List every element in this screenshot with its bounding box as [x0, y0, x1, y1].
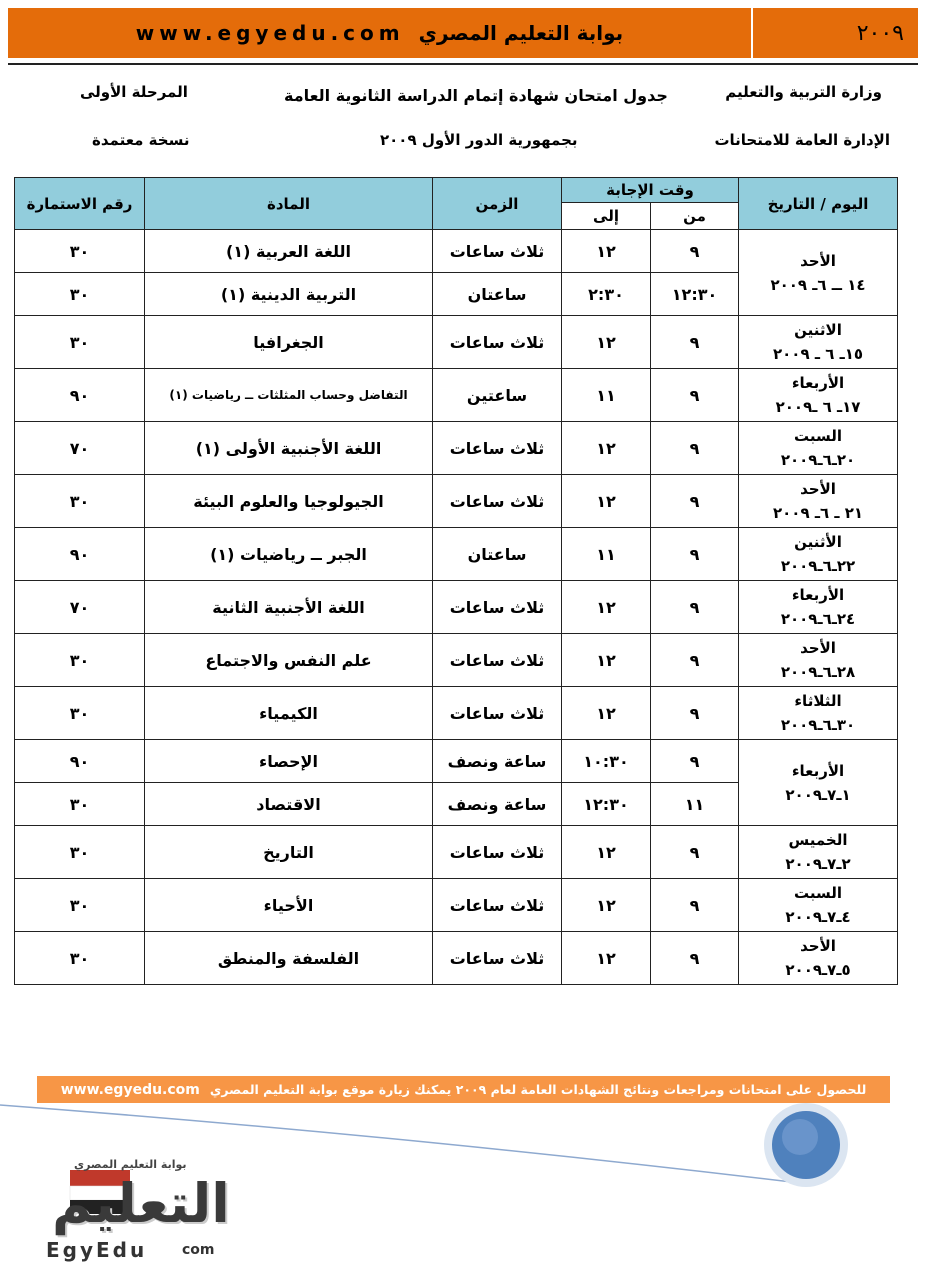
header-to: إلى	[562, 203, 651, 230]
day-date-cell	[739, 932, 898, 985]
form-cell: ٣٠	[15, 932, 145, 985]
header-duration: الزمن	[433, 178, 562, 230]
day-name: الأحد	[800, 480, 836, 498]
to-cell: ٢:٣٠	[562, 273, 651, 316]
day-date: ١٥ـ ٦ ـ ٢٠٠٩	[773, 345, 864, 363]
logo-arabic-wordmark: التعليم	[52, 1172, 230, 1235]
day-date: ٢ـ٧ـ٢٠٠٩	[785, 855, 851, 873]
top-banner	[8, 8, 918, 58]
form-cell: ٣٠	[15, 826, 145, 879]
duration-cell: ثلاث ساعات	[433, 879, 562, 932]
day-name: الاثنين	[794, 321, 842, 339]
form-cell: ٣٠	[15, 634, 145, 687]
day-date-cell	[739, 634, 898, 687]
subject-cell: الجغرافيا	[145, 316, 433, 369]
table-row	[15, 316, 898, 369]
day-date-cell	[739, 316, 898, 369]
table-row	[15, 581, 898, 634]
day-date: ٢٤ـ٦ـ٢٠٠٩	[780, 610, 856, 628]
from-cell: ٩	[651, 634, 739, 687]
day-name: الأحد	[800, 251, 836, 270]
day-date-cell	[739, 528, 898, 581]
subject-cell: التاريخ	[145, 826, 433, 879]
from-cell: ٩	[651, 879, 739, 932]
subject-cell: الجبر ــ رياضيات (١)	[145, 528, 433, 581]
exam-title: جدول امتحان شهادة إتمام الدراسة الثانوية العامة	[284, 86, 668, 105]
from-cell: ٩	[651, 316, 739, 369]
duration-cell: ساعة ونصف	[433, 740, 562, 783]
year-label: ٢٠٠٩	[753, 8, 918, 58]
logo-com-suffix: com	[182, 1242, 215, 1258]
site-domain[interactable]: www.egyedu.com	[135, 21, 405, 45]
table-row	[15, 369, 898, 422]
duration-cell: ثلاث ساعات	[433, 581, 562, 634]
from-cell: ٩	[651, 369, 739, 422]
table-row	[15, 740, 898, 783]
duration-cell: ثلاث ساعات	[433, 475, 562, 528]
duration-cell: ثلاث ساعات	[433, 316, 562, 369]
duration-cell: ساعتان	[433, 273, 562, 316]
day-date-cell	[739, 879, 898, 932]
logo-title: بوابة التعليم المصري	[74, 1158, 187, 1171]
decorative-circle-shine	[782, 1119, 818, 1155]
logo-english-wordmark: EgyEdu	[46, 1238, 148, 1262]
header-divider	[8, 63, 918, 65]
table-row	[15, 475, 898, 528]
day-name: الأربعاء	[791, 761, 845, 780]
from-cell: ١١	[651, 783, 739, 826]
to-cell: ١٢	[562, 932, 651, 985]
day-name: الخميس	[788, 831, 848, 849]
footer-text: للحصول على امتحانات ومراجعات ونتائج الشهادات العامة لعام ٢٠٠٩ يمكنك زيارة موقع بوابة التعليم المصري	[209, 1082, 867, 1097]
day-name: الأحد	[800, 639, 836, 657]
form-cell: ٩٠	[15, 740, 145, 783]
table-row	[15, 634, 898, 687]
to-cell: ١٢	[562, 826, 651, 879]
from-cell: ٩	[651, 475, 739, 528]
form-cell: ٣٠	[15, 316, 145, 369]
ministry-label: وزارة التربية والتعليم	[725, 83, 882, 101]
subject-cell: الفلسفة والمنطق	[145, 932, 433, 985]
table-row	[15, 422, 898, 475]
day-date-cell	[739, 369, 898, 422]
to-cell: ١٠:٣٠	[562, 740, 651, 783]
from-cell: ٩	[651, 687, 739, 740]
site-title: بوابة التعليم المصري	[418, 21, 624, 45]
to-cell: ١٢	[562, 687, 651, 740]
day-date: ٣٠ـ٦ـ٢٠٠٩	[780, 716, 856, 734]
table-row	[15, 826, 898, 879]
duration-cell: ثلاث ساعات	[433, 230, 562, 273]
day-date: ٢٠ـ٦ـ٢٠٠٩	[780, 451, 856, 469]
table-row	[15, 230, 898, 273]
to-cell: ١٢	[562, 422, 651, 475]
header-answer-time: وقت الإجابة	[562, 178, 739, 203]
subject-cell: علم النفس والاجتماع	[145, 634, 433, 687]
day-name: الأربعاء	[791, 374, 845, 392]
to-cell: ١٢	[562, 581, 651, 634]
day-name: الثلاثاء	[794, 692, 842, 710]
table-row	[15, 687, 898, 740]
subject-cell: الكيمياء	[145, 687, 433, 740]
from-cell: ٩	[651, 422, 739, 475]
form-cell: ٧٠	[15, 422, 145, 475]
day-date: ٢١ ـ ٦ـ ٢٠٠٩	[773, 504, 864, 522]
day-date: ١ـ٧ـ٢٠٠٩	[785, 785, 851, 804]
to-cell: ١٢	[562, 475, 651, 528]
duration-cell: ساعتين	[433, 369, 562, 422]
to-cell: ١٢:٣٠	[562, 783, 651, 826]
footer-url-link[interactable]: www.egyedu.com	[60, 1081, 200, 1098]
duration-cell: ثلاث ساعات	[433, 687, 562, 740]
form-cell: ٣٠	[15, 230, 145, 273]
department-label: الإدارة العامة للامتحانات	[714, 131, 890, 149]
header-day-date: اليوم / التاريخ	[739, 178, 898, 230]
header-subject: المادة	[145, 178, 433, 230]
to-cell: ١٢	[562, 634, 651, 687]
copy-label: نسخة معتمدة	[92, 131, 190, 149]
subject-cell: الإحصاء	[145, 740, 433, 783]
to-cell: ١٢	[562, 230, 651, 273]
day-date-cell	[739, 422, 898, 475]
subject-cell: الاقتصاد	[145, 783, 433, 826]
form-cell: ٧٠	[15, 581, 145, 634]
duration-cell: ثلاث ساعات	[433, 932, 562, 985]
day-date-cell	[739, 475, 898, 528]
header-form-no: رقم الاستمارة	[15, 178, 145, 230]
day-date-cell	[739, 740, 898, 826]
exam-schedule-table	[14, 177, 898, 985]
day-date: ٢٨ـ٦ـ٢٠٠٩	[780, 663, 856, 681]
table-row	[15, 932, 898, 985]
form-cell: ٣٠	[15, 273, 145, 316]
to-cell: ١١	[562, 369, 651, 422]
from-cell: ٩	[651, 528, 739, 581]
from-cell: ١٢:٣٠	[651, 273, 739, 316]
subject-cell: الجيولوجيا والعلوم البيئة	[145, 475, 433, 528]
table-row	[15, 879, 898, 932]
day-date-cell	[739, 687, 898, 740]
to-cell: ١٢	[562, 879, 651, 932]
from-cell: ٩	[651, 826, 739, 879]
subject-cell: التربية الدينية (١)	[145, 273, 433, 316]
day-name: الأثنين	[794, 533, 842, 551]
subject-cell: اللغة الأجنبية الأولى (١)	[145, 422, 433, 475]
day-name: الأحد	[800, 937, 836, 955]
day-name: السبت	[793, 427, 843, 445]
duration-cell: ثلاث ساعات	[433, 634, 562, 687]
site-banner[interactable]	[8, 8, 753, 58]
round-label: بجمهورية الدور الأول ٢٠٠٩	[380, 131, 578, 149]
form-cell: ٣٠	[15, 879, 145, 932]
form-cell: ٩٠	[15, 369, 145, 422]
day-date: ١٤ ــ ٦ـ ٢٠٠٩	[770, 275, 866, 294]
from-cell: ٩	[651, 581, 739, 634]
subject-cell: اللغة العربية (١)	[145, 230, 433, 273]
subject-cell: اللغة الأجنبية الثانية	[145, 581, 433, 634]
day-date-cell	[739, 581, 898, 634]
day-date-cell	[739, 230, 898, 316]
day-date: ٥ـ٧ـ٢٠٠٩	[785, 961, 851, 979]
from-cell: ٩	[651, 740, 739, 783]
form-cell: ٣٠	[15, 475, 145, 528]
form-cell: ٣٠	[15, 783, 145, 826]
header-from: من	[651, 203, 739, 230]
subject-cell: التفاضل وحساب المثلثات ــ رياضيات (١)	[145, 369, 433, 422]
from-cell: ٩	[651, 230, 739, 273]
day-date: ٤ـ٧ـ٢٠٠٩	[785, 908, 851, 926]
to-cell: ١١	[562, 528, 651, 581]
form-cell: ٣٠	[15, 687, 145, 740]
day-date-cell	[739, 826, 898, 879]
duration-cell: ثلاث ساعات	[433, 826, 562, 879]
duration-cell: ثلاث ساعات	[433, 422, 562, 475]
table-row	[15, 528, 898, 581]
day-name: السبت	[793, 884, 843, 902]
to-cell: ١٢	[562, 316, 651, 369]
stage-label: المرحلة الأولى	[80, 83, 188, 101]
subject-cell: الأحياء	[145, 879, 433, 932]
form-cell: ٩٠	[15, 528, 145, 581]
duration-cell: ساعتان	[433, 528, 562, 581]
day-date: ١٧ـ ٦ ـ٢٠٠٩	[775, 398, 861, 416]
day-name: الأربعاء	[791, 586, 845, 604]
duration-cell: ساعة ونصف	[433, 783, 562, 826]
from-cell: ٩	[651, 932, 739, 985]
day-date: ٢٢ـ٦ـ٢٠٠٩	[780, 557, 856, 575]
